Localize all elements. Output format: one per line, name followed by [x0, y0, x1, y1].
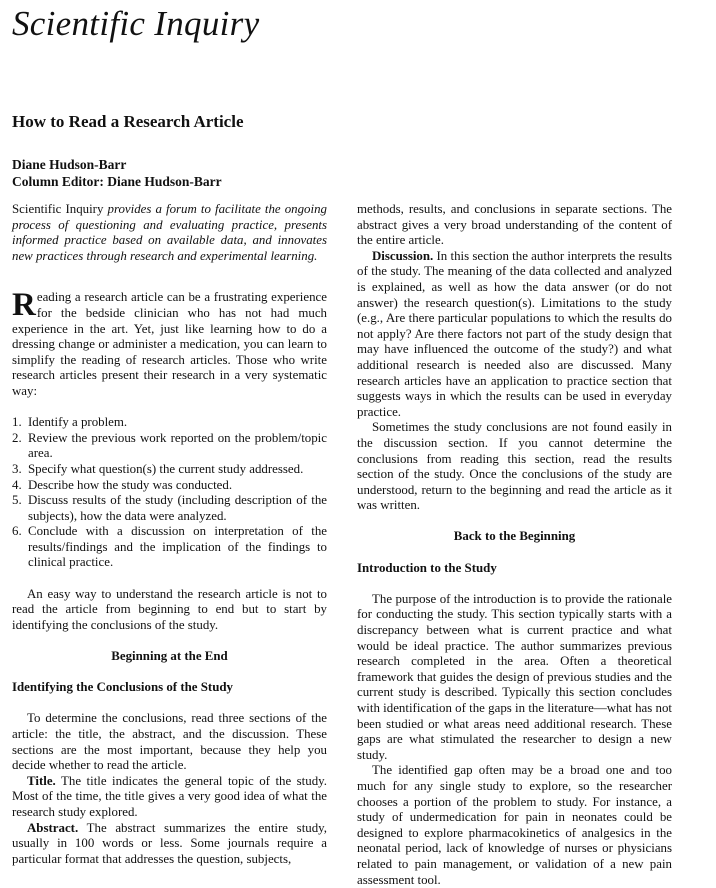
abstract-paragraph — [12, 821, 327, 868]
abstract-continued: methods, results, and conclusions in separate sections. The abstract gives a very broad understanding of the content of the entire article. — [357, 202, 672, 248]
right-column — [357, 202, 672, 888]
list-item — [12, 524, 327, 571]
list-number: 2. — [12, 430, 22, 445]
list-item — [12, 431, 327, 462]
mission-statement — [12, 202, 327, 264]
list-item — [12, 478, 327, 494]
discussion-paragraph — [357, 249, 672, 421]
left-column — [12, 202, 327, 867]
drop-cap: R — [12, 287, 36, 324]
article-title: How to Read a Research Article — [12, 112, 244, 131]
easy-way-paragraph: An easy way to understand the research article is not to read the article from beginning to end but to start by identifying the conclusions of the study. — [12, 586, 327, 632]
list-number: 4. — [12, 477, 22, 492]
author-name: Diane Hudson-Barr — [12, 157, 127, 172]
list-number: 5. — [12, 493, 22, 508]
list-number: 3. — [12, 461, 22, 476]
list-number: 1. — [12, 415, 22, 430]
determine-paragraph: To determine the conclusions, read three sections of the article: the title, the abstract, and the discussion. These sections are the most important, because they help you decide whether to read the article. — [12, 711, 327, 773]
list-text: Review the previous work reported on the problem/topic area. — [28, 430, 327, 461]
journal-title: Scientific Inquiry — [12, 4, 260, 43]
intro-text: eading a research article can be a frustrating experience for the bedside clinician who has not had much experience in the art. Yet, just like learning how to do a dressing change or administer a medication, you can learn to simplify the reading of research articles. Those who write research articles present their research in a very systematic way: — [12, 290, 327, 398]
sometimes-paragraph: Sometimes the study conclusions are not found easily in the discussion section. If you cannot determine the conclusions from reading this section, read the results section of the study. Once the conclusions of the study are understood, return to the beginning and read the article as it was written. — [357, 420, 672, 513]
abstract-label: Abstract. — [27, 820, 79, 835]
list-text: Describe how the study was conducted. — [28, 477, 233, 492]
mission-lead: Scientific Inquiry — [12, 202, 104, 216]
author-block — [12, 156, 222, 190]
title-text: The title indicates the general topic of the study. Most of the time, the title gives a very good idea of what the research study explored. — [12, 773, 327, 819]
heading-back-to-beginning: Back to the Beginning — [453, 529, 576, 544]
mission-text: provides a forum to facilitate the ongoing process of questioning and evaluating practice, presents informed practice based on available data, and innovates new practices through research and experimental learning. — [12, 202, 327, 263]
purpose-paragraph: The purpose of the introduction is to provide the rationale for conducting the study. This section typically starts with a discrepancy between what is current practice and what would be ideal practice. The author summarizes previous research completed in the area. Often a theoretical framework that guides the design of previous studies and the current study is described. Typically this section concludes with identification of the gaps in the literature—what has not been studied or what areas need additional research. These gaps are what stimulated the researcher to design a new study. — [357, 591, 672, 762]
gap-paragraph: The identified gap often may be a broad one and too much for any single study to explore, so the researcher chooses a portion of the problem to study. For instance, a study of undermedication for pain in neonates could be designed to explore pharmacokinetics of analgesics in the neonatal period, lack of knowledge of nurses or physicians related to pain management, or validation of a new pain assessment tool. — [357, 763, 672, 887]
title-label: Title. — [27, 773, 56, 788]
list-text: Identify a problem. — [28, 415, 128, 430]
list-text: Conclude with a discussion on interpretation of the results/findings and the implication of the findings to clinical practice. — [28, 524, 327, 570]
list-number: 6. — [12, 524, 22, 539]
list-item — [12, 493, 327, 524]
heading-beginning-at-end: Beginning at the End — [111, 649, 228, 664]
discussion-label: Discussion. — [372, 248, 434, 263]
discussion-text: In this section the author interprets the results of the study. The meaning of the data collected and analyzed is explained, as well as how the data answer (or do not answer) the research question(s). Limitations to the study (e.g., Are there particular populations to which the results do not apply? Are there factors not part of the study design that may have influenced the outcome of the study?) and what additional research is needed also are discussed. Many research articles have an application to practice section that suggests ways in which the results can be used in everyday practice. — [357, 248, 672, 419]
list-item — [12, 415, 327, 431]
list-text: Discuss results of the study (including description of the subjects), how the data were analyzed. — [28, 493, 327, 523]
heading-identifying-conclusions: Identifying the Conclusions of the Study — [12, 680, 233, 695]
column-editor: Column Editor: Diane Hudson-Barr — [12, 174, 222, 189]
title-paragraph — [12, 774, 327, 821]
heading-introduction: Introduction to the Study — [357, 560, 497, 575]
abstract-text: The abstract summarizes the entire study, usually in 100 words or less. Some journals require a particular format that addresses the question, subjects, — [12, 820, 327, 866]
list-item — [12, 462, 327, 478]
list-text: Specify what question(s) the current study addressed. — [28, 461, 304, 476]
intro-paragraph — [12, 287, 327, 399]
steps-list — [12, 415, 327, 571]
